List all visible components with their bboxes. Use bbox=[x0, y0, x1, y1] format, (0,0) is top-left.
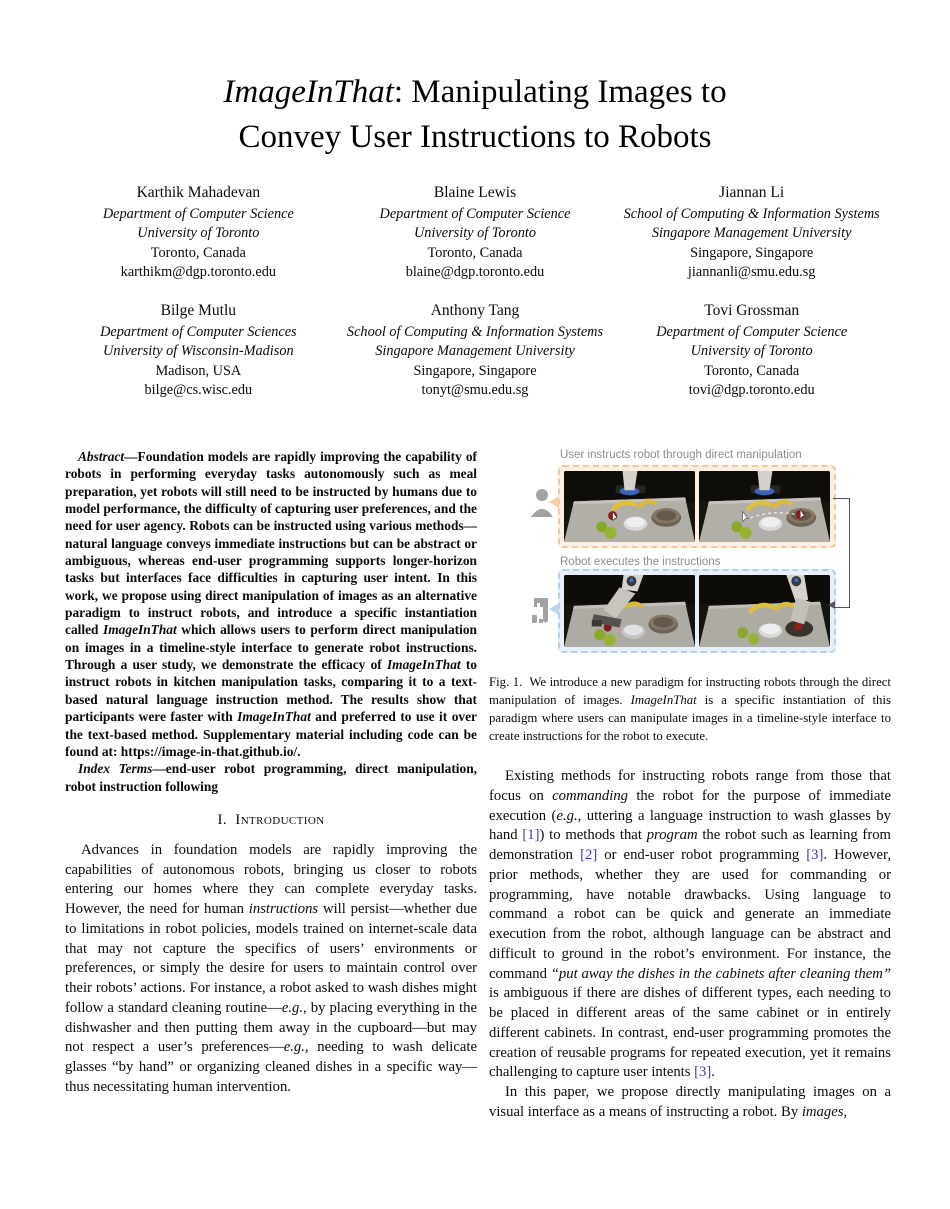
author-block bbox=[337, 184, 614, 282]
author-location: Madison, USA bbox=[155, 362, 242, 379]
right-column-paragraph-2: In this paper, we propose directly manipulating images on a visual interface as a means of instructing a robot. By images, bbox=[489, 1084, 891, 1120]
author-affiliation: University of Toronto bbox=[137, 225, 260, 242]
paper-title-line2: Convey User Instructions to Robots bbox=[238, 119, 712, 155]
figure-robot-box bbox=[558, 569, 836, 653]
figure-label-user: User instructs robot through direct manipulation bbox=[560, 449, 802, 461]
author-location: Toronto, Canada bbox=[427, 244, 523, 261]
authors-row-1 bbox=[60, 184, 890, 282]
right-column-paragraph-1: Existing methods for instructing robots range from those that focus on commanding the robot for the purpose of immediate execution (e.g., uttering a language instruction to wash glasses by hand [1]) to methods that program the robot such as learning from demonstration [2] or end-user robot programming [3]. However, prior methods, whether they are used for commanding or programming, have notable drawbacks. Using language to command a robot can be quick and generate an immediate execution from the robot, although language can be abstract and difficult to ground in the robot’s environment. For instance, the command “put away the dishes in the cabinets after cleaning them” is ambiguous if there are dishes of different types, each needing to be placed in different areas of the same cabinet or in entirely different cabinets. In contrast, end-user programming promotes the creation of reusable programs for repeated execution, yet it remains challenging to capture user intents [3]. bbox=[489, 768, 891, 1081]
photo-robot-before-scene bbox=[564, 575, 695, 647]
paper-title-line1: ImageInThat: Manipulating Images to bbox=[223, 74, 727, 110]
author-name: Anthony Tang bbox=[430, 302, 520, 319]
author-affiliation: University of Toronto bbox=[413, 225, 537, 242]
author-location: Singapore, Singapore bbox=[690, 244, 814, 261]
author-name: Blaine Lewis bbox=[433, 184, 517, 201]
robot-bubble-tail bbox=[549, 603, 559, 615]
author-email: tonyt@smu.edu.sg bbox=[421, 381, 529, 398]
figure-1 bbox=[489, 448, 891, 664]
photo-robot-before bbox=[564, 575, 695, 647]
author-block bbox=[613, 184, 890, 282]
introduction-paragraph-1: Advances in foundation models are rapidly improving the capabilities of autonomous robots, bringing us closer to robots entering our homes where they can complete everyday tasks. However, the need for human instructions will persist—whether due to limitations in robot policies, models trained on internet-scale data that may not capture the specifics of users’ environments or preferences, or simply the desire for users to maintain control over their robots’ actions. For instance, a robot asked to wash dishes might follow a standard cleaning routine—e.g., by placing everything in the dishwasher and then putting them away in the cupboard—but may not respect a user’s preferences—e.g., needing to wash delicate glasses “by hand” or organizing cleaned dishes in a specific way—thus necessitating human intervention. bbox=[65, 841, 478, 1095]
photo-robot-after bbox=[699, 575, 830, 647]
index-terms: Index Terms—end-user robot programming, direct manipulation, robot instruction following bbox=[65, 761, 477, 794]
author-location: Singapore, Singapore bbox=[413, 362, 537, 379]
author-block bbox=[337, 302, 614, 400]
author-name: Bilge Mutlu bbox=[160, 302, 237, 319]
author-affiliation: School of Computing & Information Systems bbox=[346, 324, 604, 340]
abstract-paragraph: Abstract—Foundation models are rapidly improving the capability of robots in performing everyday tasks autonomously such as meal preparation, yet robots will still need to be instructed by humans due to model performance, the difficulty of capturing user preferences, and the need for user agency. Robots can be instructed using various methods—natural language conveys immediate instructions but can be abstract or ambiguous, whereas end-user programming supports longer-horizon tasks but interfaces face difficulties in capturing user intent. In this work, we propose using direct manipulation of images as an alternative paradigm to instruct robots, and introduce a specific instantiation called ImageInThat which allows users to perform direct manipulation on images in a timeline-style interface to generate robot instructions. Through a user study, we demonstrate the efficacy of ImageInThat to instruct robots in kitchen manipulation tasks, comparing it to a text-based natural language instruction method. The results show that participants were faster with ImageInThat and preferred to use it over the text-based method. Supplementary material including code can be found at: https://image-in-that.github.io/. bbox=[65, 449, 477, 759]
author-affiliation: Department of Computer Science bbox=[379, 206, 571, 222]
author-name: Karthik Mahadevan bbox=[136, 184, 261, 201]
figure-flow-arrowhead bbox=[828, 601, 835, 609]
paper-title bbox=[0, 70, 950, 160]
author-affiliation: University of Toronto bbox=[690, 343, 813, 360]
author-block bbox=[60, 302, 337, 400]
author-affiliation: School of Computing & Information Systems bbox=[623, 206, 880, 222]
user-bubble-tail bbox=[549, 496, 559, 508]
author-name: Jiannan Li bbox=[719, 184, 785, 201]
author-email: jiannanli@smu.edu.sg bbox=[687, 263, 816, 280]
author-block bbox=[60, 184, 337, 282]
figure-user-box bbox=[558, 465, 836, 548]
author-email: blaine@dgp.toronto.edu bbox=[405, 263, 545, 280]
author-affiliation: University of Wisconsin-Madison bbox=[103, 343, 294, 360]
author-location: Toronto, Canada bbox=[150, 244, 246, 261]
author-affiliation: Department of Computer Sciences bbox=[100, 324, 297, 340]
author-affiliation: Department of Computer Science bbox=[102, 206, 294, 222]
photo-robot-after-scene bbox=[699, 575, 830, 647]
photo-user-before bbox=[564, 471, 695, 542]
left-column bbox=[65, 448, 477, 1098]
author-name: Tovi Grossman bbox=[704, 302, 800, 319]
figure-label-robot: Robot executes the instructions bbox=[560, 556, 721, 568]
figure-flow-connector bbox=[833, 498, 850, 608]
author-block bbox=[613, 302, 890, 400]
photo-user-after bbox=[699, 471, 830, 542]
author-location: Toronto, Canada bbox=[704, 362, 800, 379]
author-affiliation: Department of Computer Science bbox=[656, 324, 848, 340]
author-email: karthikm@dgp.toronto.edu bbox=[120, 263, 276, 280]
photo-user-before-scene bbox=[564, 471, 695, 542]
authors-row-2 bbox=[60, 302, 890, 400]
figure-1-caption: Fig. 1. We introduce a new paradigm for instructing robots through the direct manipulation of images. ImageInThat is a specific instantiation of this paradigm where users can manipulate images in a timeline-style interface to create instructions for the robot to execute. bbox=[489, 675, 891, 743]
author-affiliation: Singapore Management University bbox=[375, 343, 575, 360]
right-column bbox=[489, 448, 891, 1123]
author-email: tovi@dgp.toronto.edu bbox=[688, 381, 815, 398]
section-heading-introduction: I. Introduction bbox=[217, 811, 325, 828]
author-email: bilge@cs.wisc.edu bbox=[144, 381, 253, 398]
photo-user-after-scene bbox=[699, 471, 830, 542]
author-affiliation: Singapore Management University bbox=[651, 225, 852, 242]
